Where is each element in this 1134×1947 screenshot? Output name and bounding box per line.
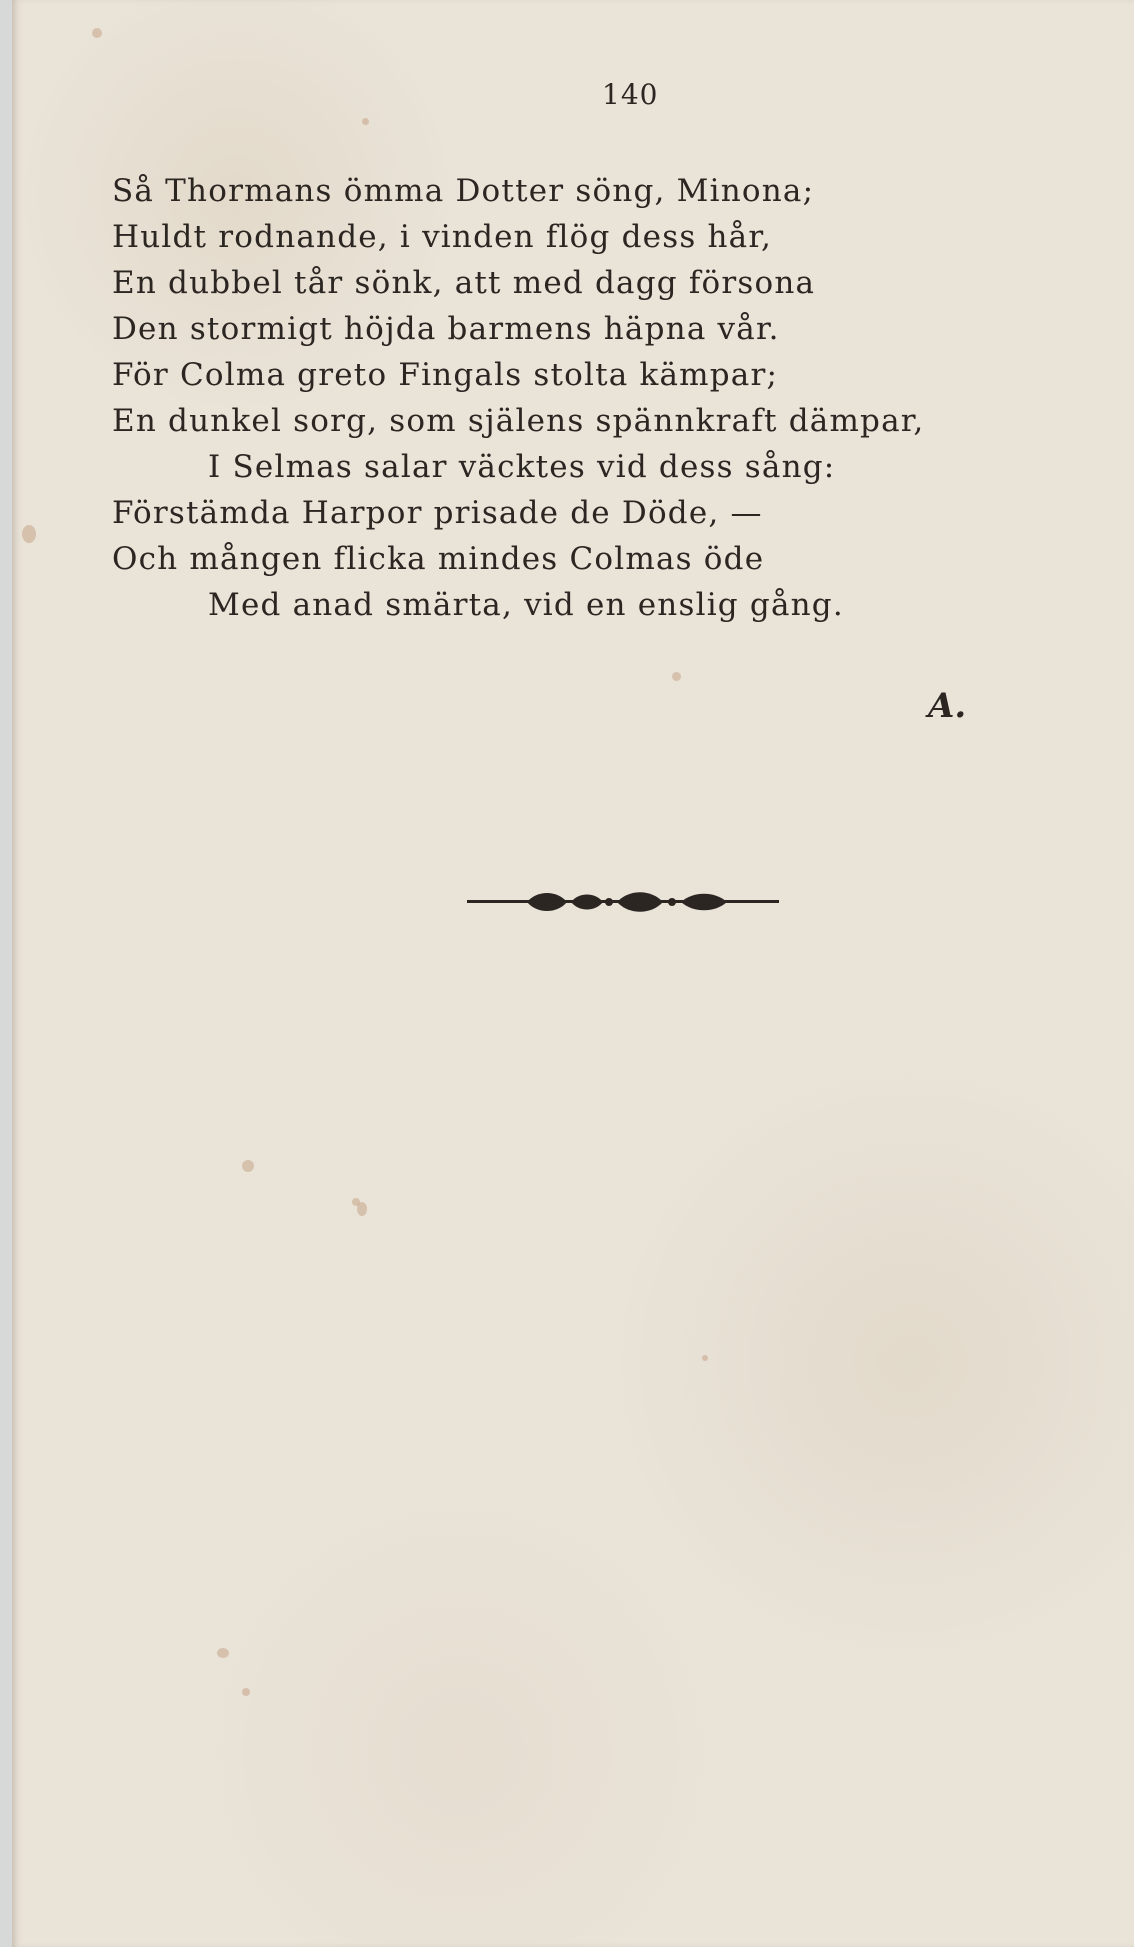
verse-line: Förstämda Harpor prisade de Döde, — [112,495,763,531]
foxing-spot [92,28,102,38]
verse-line: Så Thormans ömma Dotter söng, Minona; [112,173,815,209]
verse-line: Med anad smärta, vid en enslig gång. [208,587,844,623]
verse-line: För Colma greto Fingals stolta kämpar; [112,357,779,393]
foxing-spot [22,525,36,543]
foxing-spot [217,1648,229,1658]
verse-line: Den stormigt höjda barmens häpna vår. [112,311,780,347]
poem-stanza [112,168,924,628]
verse-line: Och mången flicka mindes Colmas öde [112,541,765,577]
book-page [12,0,1134,1947]
author-signature: A. [928,686,967,726]
verse-line: En dubbel tår sönk, att med dagg försona [112,265,816,301]
foxing-spot [362,118,369,125]
printer-ornament-rule-icon [467,884,779,920]
foxing-spot [242,1688,250,1696]
foxing-spot [242,1160,254,1172]
page-number: 140 [602,78,659,111]
foxing-spot [702,1355,708,1361]
verse-line: Huldt rodnande, i vinden flög dess hår, [112,219,773,255]
verse-line: I Selmas salar väcktes vid dess sång: [208,449,836,485]
verse-line: En dunkel sorg, som själens spännkraft dämpar, [112,403,925,439]
foxing-spot [357,1202,367,1216]
foxing-spot [672,672,681,681]
